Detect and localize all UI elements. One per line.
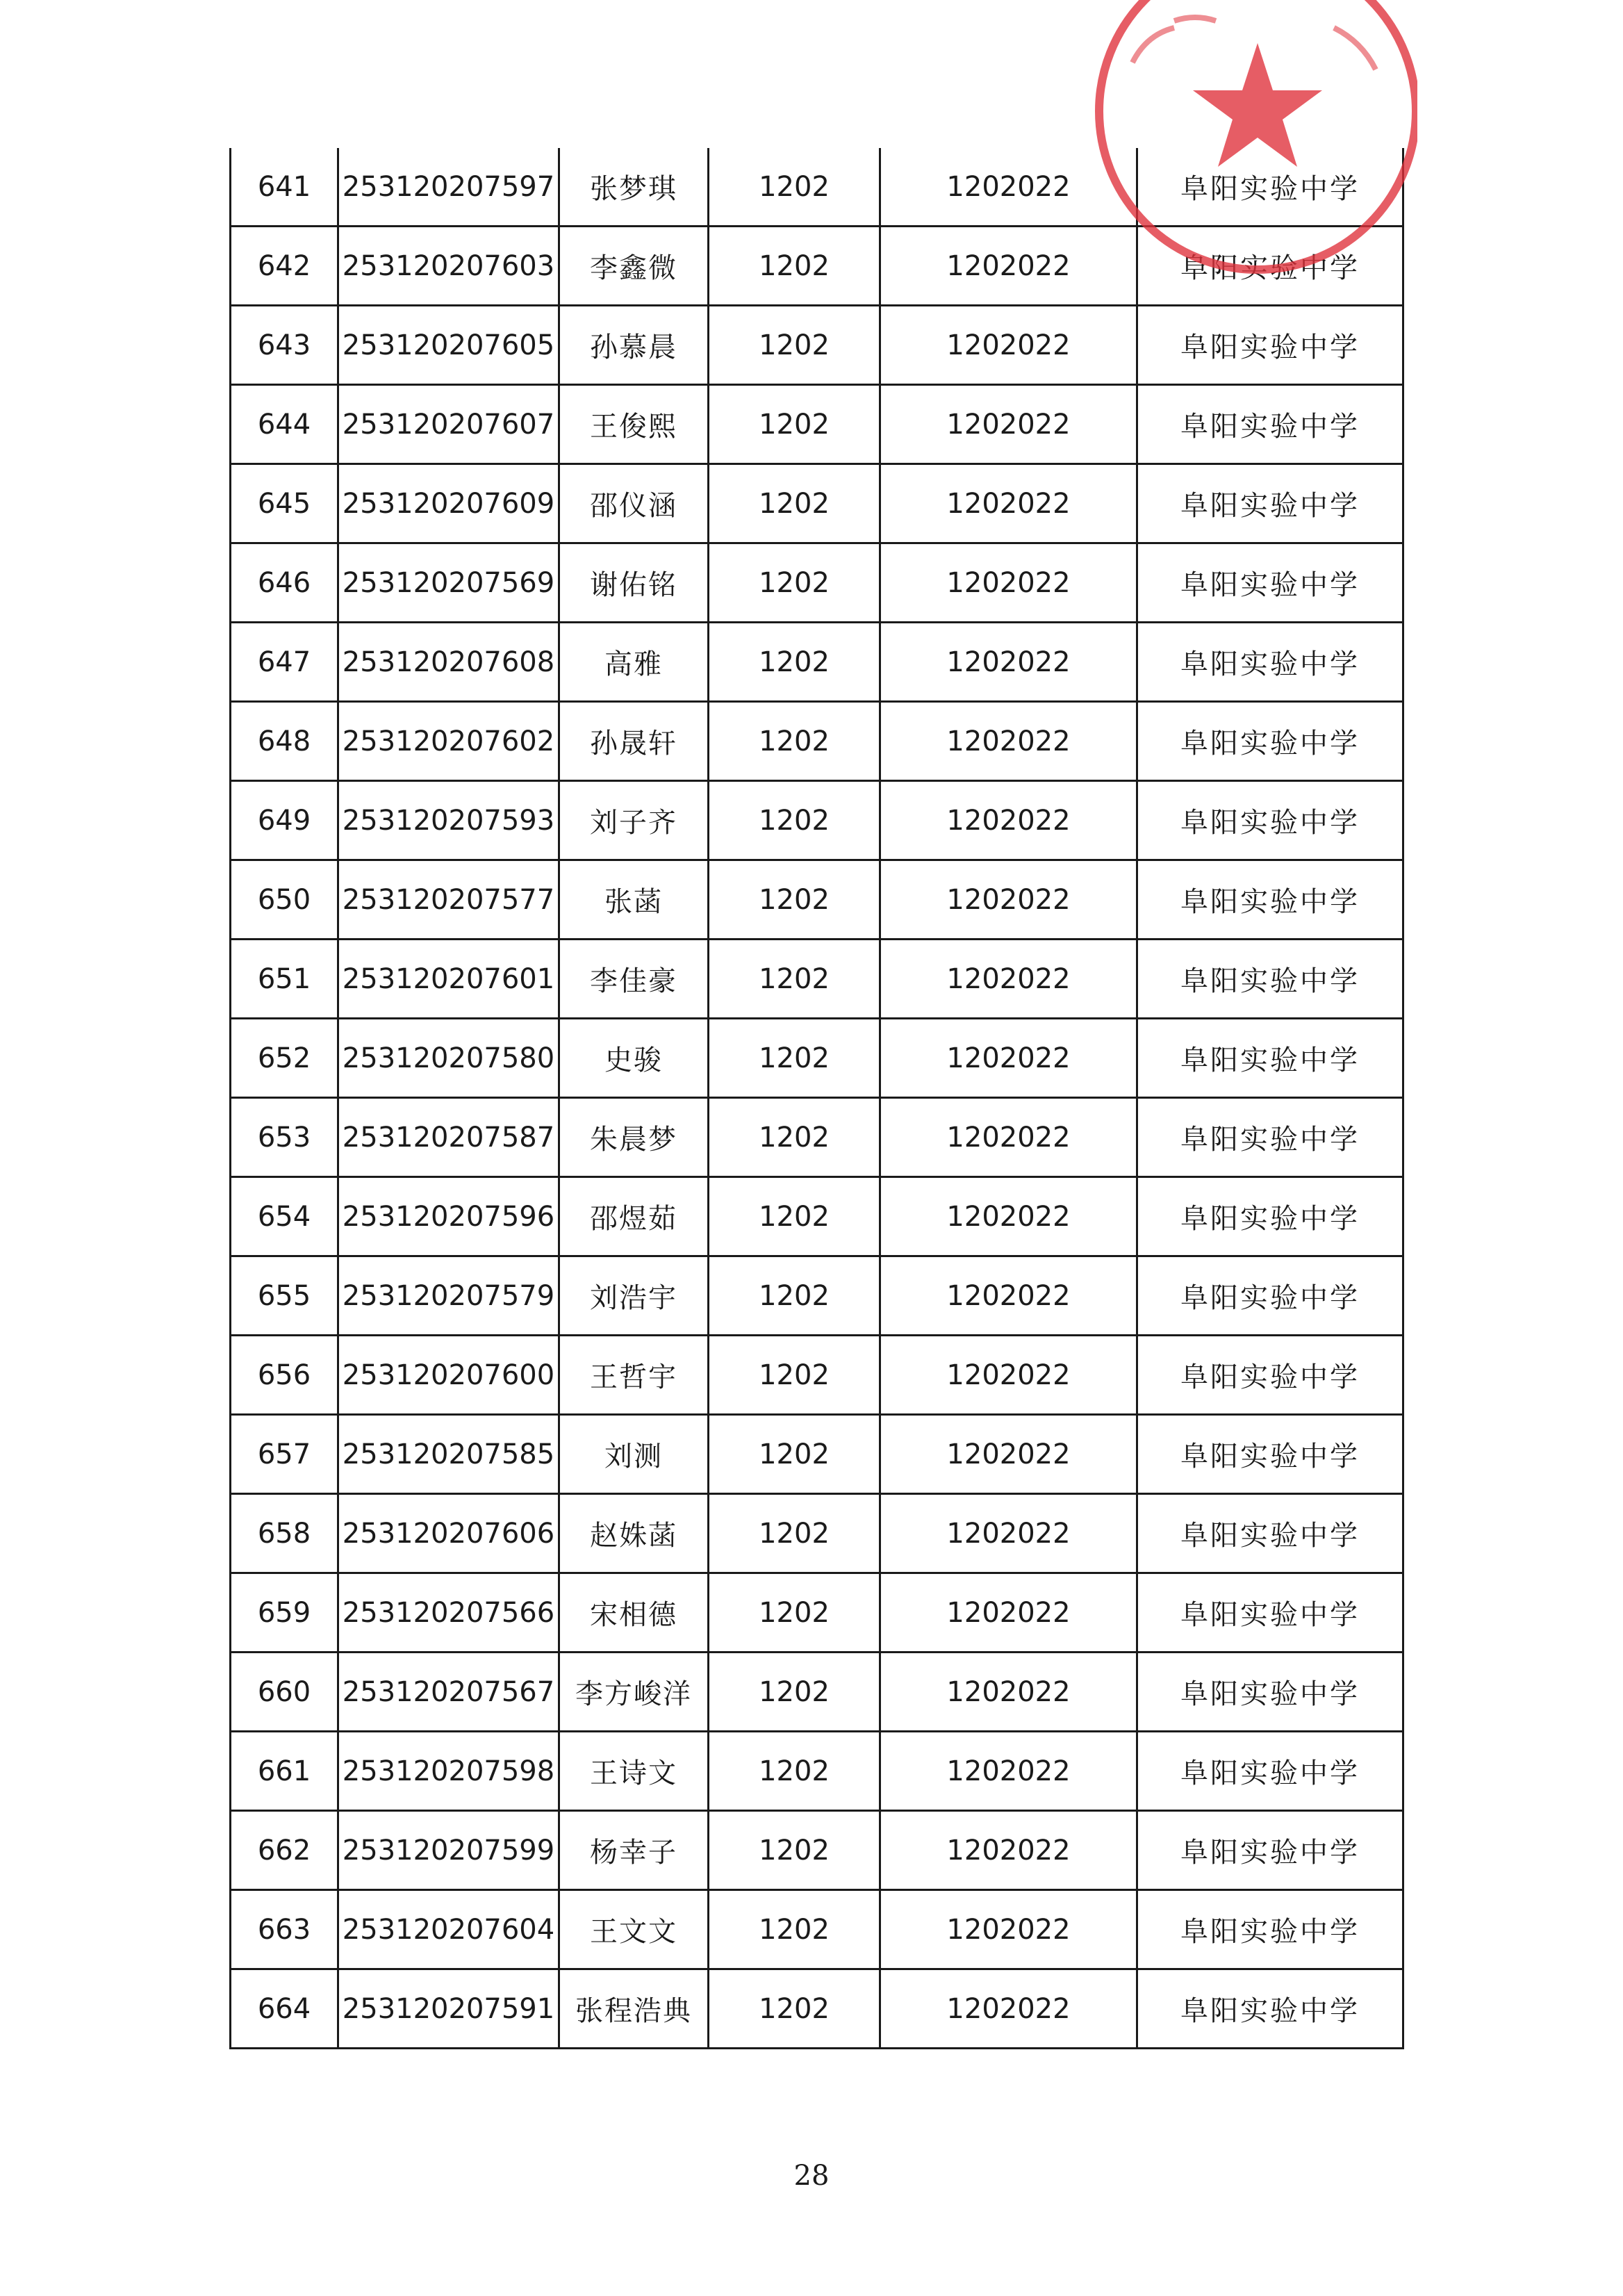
student-name-cell: 孙晟轩 <box>559 702 709 781</box>
exam-id-cell: 253120207605 <box>338 306 559 385</box>
school-name-cell: 阜阳实验中学 <box>1137 860 1403 940</box>
category-code-cell: 1202 <box>709 702 880 781</box>
school-code-cell: 1202022 <box>880 781 1137 860</box>
category-code-cell: 1202 <box>709 385 880 464</box>
student-name-cell: 赵姝菡 <box>559 1494 709 1573</box>
row-number-cell: 657 <box>231 1415 338 1494</box>
table-row <box>231 1256 1403 1336</box>
category-code-cell: 1202 <box>709 940 880 1019</box>
row-number-cell: 651 <box>231 940 338 1019</box>
school-code-cell: 1202022 <box>880 623 1137 702</box>
table-row <box>231 148 1403 227</box>
row-number-cell: 644 <box>231 385 338 464</box>
table-row <box>231 860 1403 940</box>
row-number-cell: 655 <box>231 1256 338 1336</box>
table-row <box>231 1336 1403 1415</box>
student-name-cell: 张梦琪 <box>559 148 709 227</box>
category-code-cell: 1202 <box>709 1811 880 1890</box>
exam-id-cell: 253120207585 <box>338 1415 559 1494</box>
school-code-cell: 1202022 <box>880 1573 1137 1653</box>
exam-id-cell: 253120207587 <box>338 1098 559 1177</box>
student-name-cell: 张程浩典 <box>559 1969 709 2049</box>
school-code-cell: 1202022 <box>880 464 1137 543</box>
exam-id-cell: 253120207567 <box>338 1653 559 1732</box>
school-name-cell: 阜阳实验中学 <box>1137 1415 1403 1494</box>
row-number-cell: 648 <box>231 702 338 781</box>
student-name-cell: 王哲宇 <box>559 1336 709 1415</box>
category-code-cell: 1202 <box>709 781 880 860</box>
table-row <box>231 623 1403 702</box>
category-code-cell: 1202 <box>709 1256 880 1336</box>
row-number-cell: 663 <box>231 1890 338 1969</box>
row-number-cell: 656 <box>231 1336 338 1415</box>
table-row <box>231 464 1403 543</box>
student-name-cell: 刘测 <box>559 1415 709 1494</box>
school-code-cell: 1202022 <box>880 1653 1137 1732</box>
table-row <box>231 1732 1403 1811</box>
category-code-cell: 1202 <box>709 1177 880 1256</box>
table-row <box>231 306 1403 385</box>
category-code-cell: 1202 <box>709 623 880 702</box>
category-code-cell: 1202 <box>709 1494 880 1573</box>
row-number-cell: 653 <box>231 1098 338 1177</box>
exam-id-cell: 253120207602 <box>338 702 559 781</box>
student-name-cell: 邵仪涵 <box>559 464 709 543</box>
row-number-cell: 664 <box>231 1969 338 2049</box>
row-number-cell: 660 <box>231 1653 338 1732</box>
exam-id-cell: 253120207609 <box>338 464 559 543</box>
student-name-cell: 李方峻洋 <box>559 1653 709 1732</box>
category-code-cell: 1202 <box>709 1890 880 1969</box>
category-code-cell: 1202 <box>709 860 880 940</box>
table-row <box>231 1494 1403 1573</box>
table-row <box>231 227 1403 306</box>
school-code-cell: 1202022 <box>880 306 1137 385</box>
category-code-cell: 1202 <box>709 227 880 306</box>
student-name-cell: 王俊熙 <box>559 385 709 464</box>
student-name-cell: 杨幸子 <box>559 1811 709 1890</box>
table-row <box>231 1969 1403 2049</box>
exam-id-cell: 253120207566 <box>338 1573 559 1653</box>
school-code-cell: 1202022 <box>880 1098 1137 1177</box>
exam-id-cell: 253120207597 <box>338 148 559 227</box>
row-number-cell: 646 <box>231 543 338 623</box>
row-number-cell: 650 <box>231 860 338 940</box>
school-code-cell: 1202022 <box>880 1494 1137 1573</box>
category-code-cell: 1202 <box>709 1336 880 1415</box>
row-number-cell: 661 <box>231 1732 338 1811</box>
roster-body <box>231 148 1403 2049</box>
school-code-cell: 1202022 <box>880 860 1137 940</box>
exam-id-cell: 253120207591 <box>338 1969 559 2049</box>
school-code-cell: 1202022 <box>880 1969 1137 2049</box>
exam-id-cell: 253120207577 <box>338 860 559 940</box>
school-code-cell: 1202022 <box>880 1732 1137 1811</box>
table-row <box>231 385 1403 464</box>
school-name-cell: 阜阳实验中学 <box>1137 1336 1403 1415</box>
school-name-cell: 阜阳实验中学 <box>1137 1573 1403 1653</box>
table-row <box>231 543 1403 623</box>
row-number-cell: 641 <box>231 148 338 227</box>
category-code-cell: 1202 <box>709 1969 880 2049</box>
exam-id-cell: 253120207607 <box>338 385 559 464</box>
school-name-cell: 阜阳实验中学 <box>1137 623 1403 702</box>
table-row <box>231 1811 1403 1890</box>
page-number: 28 <box>793 2160 830 2192</box>
school-code-cell: 1202022 <box>880 940 1137 1019</box>
row-number-cell: 652 <box>231 1019 338 1098</box>
student-name-cell: 朱晨梦 <box>559 1098 709 1177</box>
student-roster-table <box>229 148 1404 2049</box>
category-code-cell: 1202 <box>709 1653 880 1732</box>
school-code-cell: 1202022 <box>880 1890 1137 1969</box>
exam-id-cell: 253120207603 <box>338 227 559 306</box>
school-name-cell: 阜阳实验中学 <box>1137 543 1403 623</box>
category-code-cell: 1202 <box>709 1415 880 1494</box>
school-name-cell: 阜阳实验中学 <box>1137 148 1403 227</box>
school-name-cell: 阜阳实验中学 <box>1137 227 1403 306</box>
exam-id-cell: 253120207599 <box>338 1811 559 1890</box>
row-number-cell: 659 <box>231 1573 338 1653</box>
student-name-cell: 高雅 <box>559 623 709 702</box>
school-name-cell: 阜阳实验中学 <box>1137 1890 1403 1969</box>
category-code-cell: 1202 <box>709 148 880 227</box>
student-name-cell: 李佳豪 <box>559 940 709 1019</box>
row-number-cell: 662 <box>231 1811 338 1890</box>
school-code-cell: 1202022 <box>880 1415 1137 1494</box>
exam-id-cell: 253120207601 <box>338 940 559 1019</box>
school-code-cell: 1202022 <box>880 1256 1137 1336</box>
table-row <box>231 940 1403 1019</box>
school-code-cell: 1202022 <box>880 385 1137 464</box>
row-number-cell: 649 <box>231 781 338 860</box>
school-code-cell: 1202022 <box>880 1019 1137 1098</box>
student-name-cell: 孙慕晨 <box>559 306 709 385</box>
student-name-cell: 史骏 <box>559 1019 709 1098</box>
row-number-cell: 658 <box>231 1494 338 1573</box>
table-row <box>231 781 1403 860</box>
school-name-cell: 阜阳实验中学 <box>1137 464 1403 543</box>
school-name-cell: 阜阳实验中学 <box>1137 1098 1403 1177</box>
school-name-cell: 阜阳实验中学 <box>1137 1732 1403 1811</box>
school-code-cell: 1202022 <box>880 1336 1137 1415</box>
table-row <box>231 1177 1403 1256</box>
table-row <box>231 702 1403 781</box>
student-name-cell: 李鑫微 <box>559 227 709 306</box>
school-name-cell: 阜阳实验中学 <box>1137 1494 1403 1573</box>
school-name-cell: 阜阳实验中学 <box>1137 1811 1403 1890</box>
exam-id-cell: 253120207593 <box>338 781 559 860</box>
student-name-cell: 王文文 <box>559 1890 709 1969</box>
seal-decorative-text <box>1132 17 1376 69</box>
student-name-cell: 王诗文 <box>559 1732 709 1811</box>
row-number-cell: 654 <box>231 1177 338 1256</box>
category-code-cell: 1202 <box>709 1573 880 1653</box>
exam-id-cell: 253120207604 <box>338 1890 559 1969</box>
school-name-cell: 阜阳实验中学 <box>1137 702 1403 781</box>
table-row <box>231 1890 1403 1969</box>
student-name-cell: 刘浩宇 <box>559 1256 709 1336</box>
exam-id-cell: 253120207580 <box>338 1019 559 1098</box>
school-name-cell: 阜阳实验中学 <box>1137 1653 1403 1732</box>
row-number-cell: 647 <box>231 623 338 702</box>
school-code-cell: 1202022 <box>880 148 1137 227</box>
category-code-cell: 1202 <box>709 1732 880 1811</box>
table-row <box>231 1415 1403 1494</box>
category-code-cell: 1202 <box>709 306 880 385</box>
table-row <box>231 1098 1403 1177</box>
exam-id-cell: 253120207606 <box>338 1494 559 1573</box>
school-code-cell: 1202022 <box>880 543 1137 623</box>
table-row <box>231 1019 1403 1098</box>
table-row <box>231 1573 1403 1653</box>
category-code-cell: 1202 <box>709 1019 880 1098</box>
school-name-cell: 阜阳实验中学 <box>1137 385 1403 464</box>
school-name-cell: 阜阳实验中学 <box>1137 306 1403 385</box>
school-name-cell: 阜阳实验中学 <box>1137 1969 1403 2049</box>
exam-id-cell: 253120207600 <box>338 1336 559 1415</box>
exam-id-cell: 253120207608 <box>338 623 559 702</box>
school-code-cell: 1202022 <box>880 1177 1137 1256</box>
student-name-cell: 张菡 <box>559 860 709 940</box>
school-name-cell: 阜阳实验中学 <box>1137 1177 1403 1256</box>
school-code-cell: 1202022 <box>880 702 1137 781</box>
school-code-cell: 1202022 <box>880 227 1137 306</box>
school-name-cell: 阜阳实验中学 <box>1137 1019 1403 1098</box>
exam-id-cell: 253120207579 <box>338 1256 559 1336</box>
student-name-cell: 刘子齐 <box>559 781 709 860</box>
table-row <box>231 1653 1403 1732</box>
row-number-cell: 643 <box>231 306 338 385</box>
student-name-cell: 谢佑铭 <box>559 543 709 623</box>
school-code-cell: 1202022 <box>880 1811 1137 1890</box>
row-number-cell: 645 <box>231 464 338 543</box>
exam-id-cell: 253120207598 <box>338 1732 559 1811</box>
school-name-cell: 阜阳实验中学 <box>1137 940 1403 1019</box>
exam-id-cell: 253120207569 <box>338 543 559 623</box>
category-code-cell: 1202 <box>709 464 880 543</box>
student-name-cell: 邵煜茹 <box>559 1177 709 1256</box>
row-number-cell: 642 <box>231 227 338 306</box>
school-name-cell: 阜阳实验中学 <box>1137 781 1403 860</box>
student-name-cell: 宋相德 <box>559 1573 709 1653</box>
school-name-cell: 阜阳实验中学 <box>1137 1256 1403 1336</box>
category-code-cell: 1202 <box>709 543 880 623</box>
category-code-cell: 1202 <box>709 1098 880 1177</box>
exam-id-cell: 253120207596 <box>338 1177 559 1256</box>
